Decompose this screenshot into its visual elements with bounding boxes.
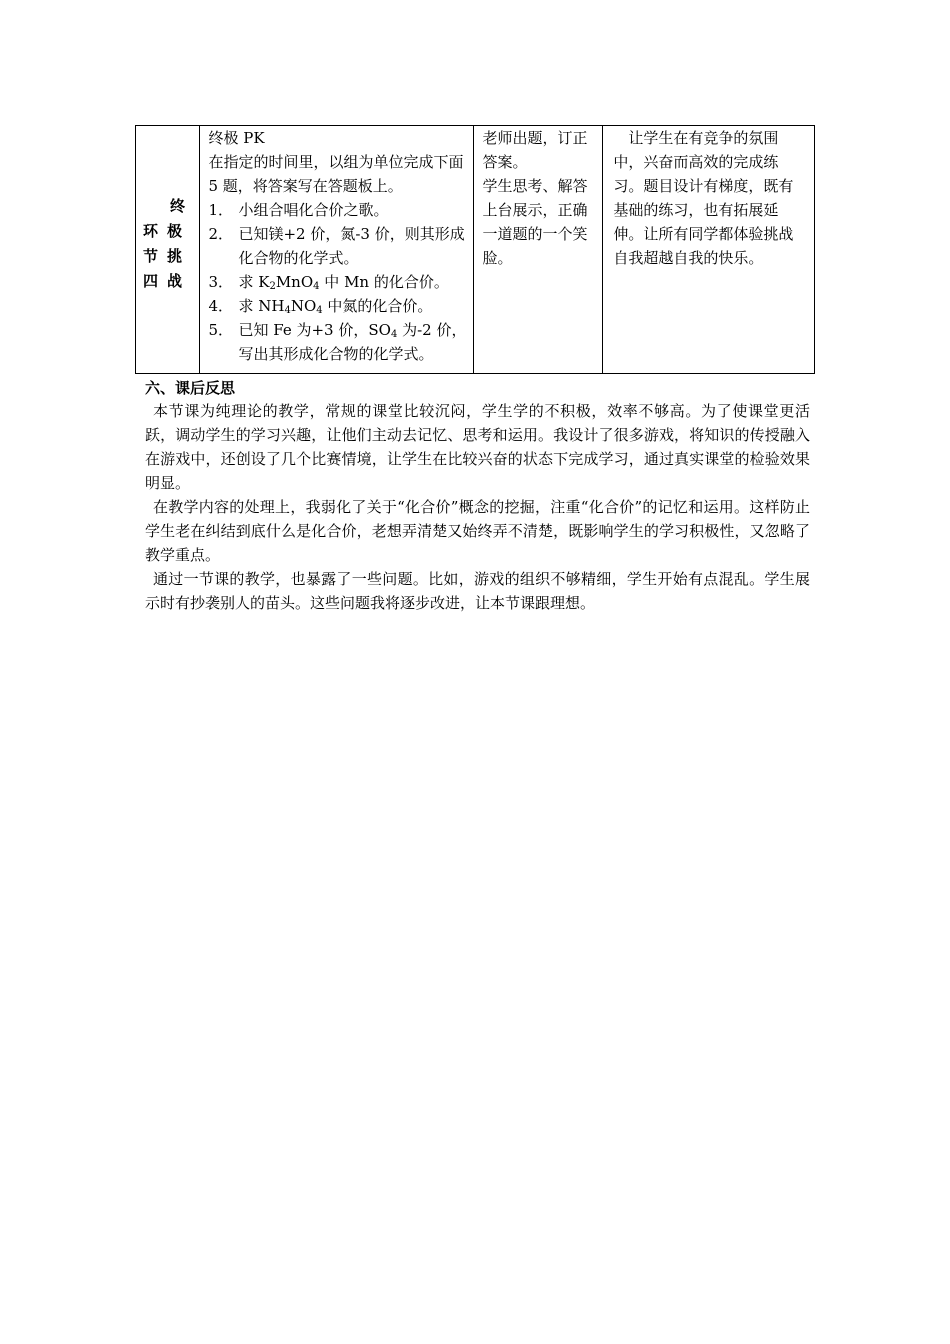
item-text: 小组合唱化合价之歌。 — [238, 201, 389, 219]
activity-intro: 在指定的时间里，以组为单位完成下面 5 题，将答案写在答题板上。 — [208, 153, 464, 195]
list-item — [208, 222, 468, 270]
activity-title: 终极 PK — [208, 129, 265, 147]
teacher-student-cell — [474, 126, 603, 374]
stage-label-char: 极 — [167, 222, 183, 240]
stage-label-char: 战 — [167, 272, 183, 290]
stage-label — [136, 194, 199, 294]
reflection-paragraph: 本节课为纯理论的教学，常规的课堂比较沉闷，学生学的不积极，效率不够高。为了使课堂更活跃，调动学生的学习兴趣，让他们主动去记忆、思考和运用。我设计了很多游戏，将知识的传授融入在游戏中，还创设了几个比赛情境，让学生在比较兴奋的状态下完成学习，通过真实课堂的检验效果明显。 — [145, 402, 810, 492]
list-item — [208, 270, 468, 294]
stage-label-char: 环 — [143, 222, 159, 240]
item-number: 5． — [208, 321, 234, 339]
list-item — [208, 198, 468, 222]
item-text: 已知镁+2 价，氮-3 价，则其形成化合物的化学式。 — [238, 225, 465, 267]
student-activity: 学生思考、解答上台展示，正确一道题的一个笑脸。 — [482, 177, 588, 267]
list-item — [208, 318, 468, 366]
teacher-activity: 老师出题，订正答案。 — [482, 129, 588, 171]
item-number: 4． — [208, 297, 234, 315]
list-item — [208, 294, 468, 318]
item-number: 3． — [208, 273, 234, 291]
lesson-table — [135, 125, 815, 374]
activity-cell — [200, 126, 474, 374]
stage-label-cell — [136, 126, 200, 374]
stage-label-char: 终 — [170, 197, 186, 215]
reflection-paragraph: 在教学内容的处理上，我弱化了关于“化合价”概念的挖掘，注重“化合价”的记忆和运用。这样防止学生老在纠结到底什么是化合价，老想弄清楚又始终弄不清楚，既影响学生的学习积极性，又忽略了教学重点。 — [145, 498, 810, 564]
purpose-cell — [603, 126, 815, 374]
item-number: 1． — [208, 201, 234, 219]
item-text: 求 $NH_4NO_4$ 中氮的化合价。 — [238, 297, 433, 316]
stage-label-char: 节 — [143, 247, 159, 265]
section-title: 六、课后反思 — [145, 379, 236, 397]
item-number: 2． — [208, 225, 234, 243]
item-text: 已知 Fe 为+3 价，$SO_4$ 为-2 价，写出其形成化合物的化学式。 — [238, 321, 467, 363]
purpose-text: 让学生在有竞争的氛围中，兴奋而高效的完成练习。题目设计有梯度，既有基础的练习，也有拓展延伸。让所有同学都体验挑战自我超越自我的快乐。 — [613, 129, 794, 267]
stage-label-char: 挑 — [167, 247, 183, 265]
item-text: 求 $K_2MnO_4$ 中 Mn 的化合价。 — [238, 273, 449, 292]
reflection-section — [145, 377, 810, 615]
reflection-paragraph: 通过一节课的教学，也暴露了一些问题。比如，游戏的组织不够精细，学生开始有点混乱。学生展示时有抄袭别人的苗头。这些问题我将逐步改进，让本节课跟理想。 — [145, 570, 810, 612]
stage-label-char: 四 — [143, 272, 159, 290]
